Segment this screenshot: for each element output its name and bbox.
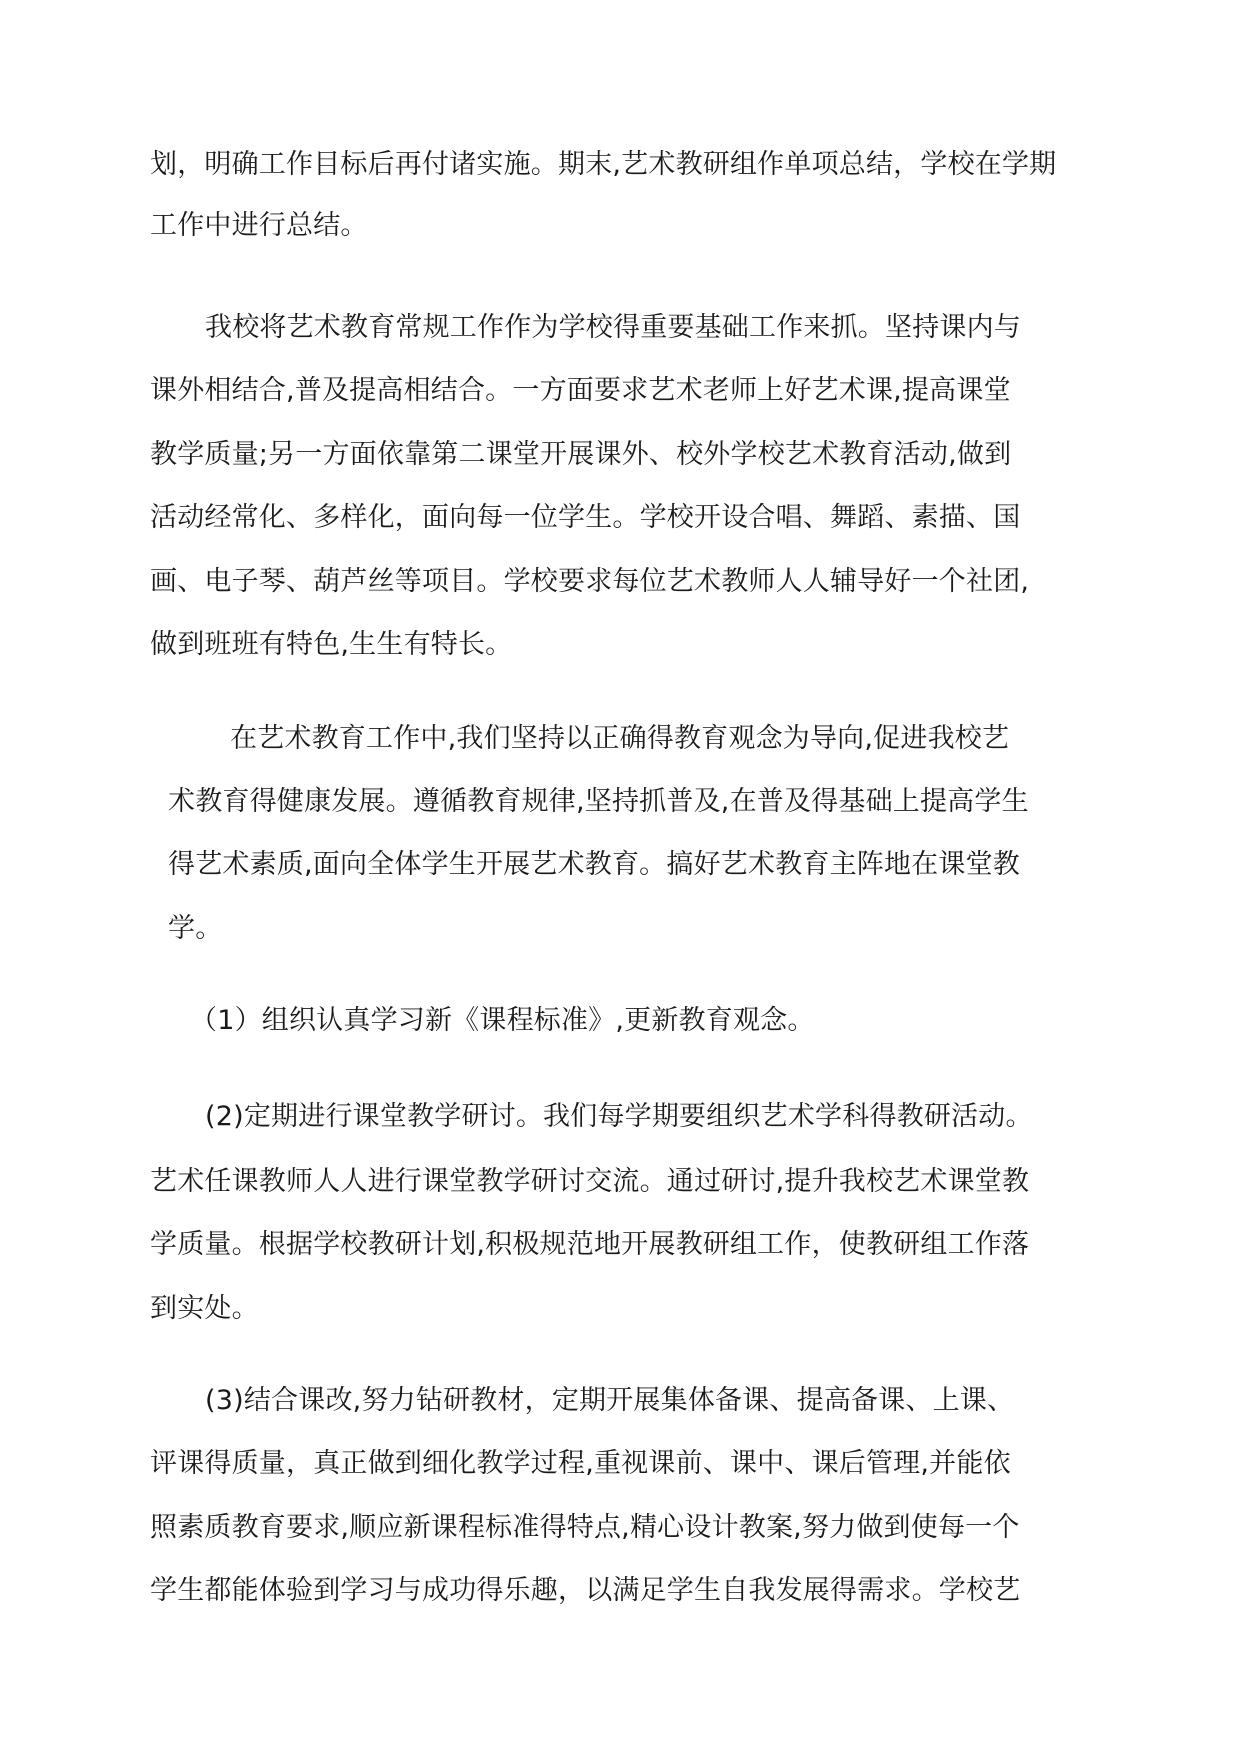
text-line: 划，明确工作目标后再付诸实施。期末,艺术教研组作单项总结，学校在学期 bbox=[150, 149, 1057, 180]
text-line: 在艺术教育工作中,我们坚持以正确得教育观念为导向,促进我校艺 bbox=[230, 723, 1010, 754]
text-line: 照素质教育要求,顺应新课程标准得特点,精心设计教案,努力做到使每一个 bbox=[150, 1512, 1020, 1543]
text-line: 得艺术素质,面向全体学生开展艺术教育。搞好艺术教育主阵地在课堂教 bbox=[168, 849, 1020, 880]
text-line: （1）组织认真学习新《课程标准》,更新教育观念。 bbox=[190, 1005, 815, 1036]
text-line: 教学质量;另一方面依靠第二课堂开展课外、校外学校艺术教育活动,做到 bbox=[150, 439, 1012, 470]
text-line: 评课得质量，真正做到细化教学过程,重视课前、课中、课后管理,并能依 bbox=[150, 1448, 1011, 1479]
text-line: (3)结合课改,努力钻研教材，定期开展集体备课、提高备课、上课、 bbox=[205, 1385, 1015, 1416]
text-line: 做到班班有特色,生生有特长。 bbox=[150, 629, 513, 660]
text-line: 到实处。 bbox=[150, 1293, 259, 1324]
text-line: 学。 bbox=[168, 913, 223, 944]
text-line: 学质量。根据学校教研计划,积极规范地开展教研组工作，使教研组工作落 bbox=[150, 1229, 1030, 1260]
text-line: 学生都能体验到学习与成功得乐趣，以满足学生自我发展得需求。学校艺 bbox=[150, 1575, 1021, 1606]
text-line: (2)定期进行课堂教学研讨。我们每学期要组织艺术学科得教研活动。 bbox=[205, 1101, 1033, 1132]
text-line: 活动经常化、多样化，面向每一位学生。学校开设合唱、舞蹈、素描、国 bbox=[150, 502, 1021, 533]
text-line: 画、电子琴、葫芦丝等项目。学校要求每位艺术教师人人辅导好一个社团, bbox=[150, 566, 1030, 597]
text-line: 术教育得健康发展。遵循教育规律,坚持抓普及,在普及得基础上提高学生 bbox=[168, 786, 1029, 817]
text-line: 我校将艺术教育常规工作作为学校得重要基础工作来抓。坚持课内与 bbox=[205, 312, 1021, 343]
text-line: 艺术任课教师人人进行课堂教学研讨交流。通过研讨,提升我校艺术课堂教 bbox=[150, 1166, 1030, 1197]
text-line: 工作中进行总结。 bbox=[150, 210, 368, 241]
text-line: 课外相结合,普及提高相结合。一方面要求艺术老师上好艺术课,提高课堂 bbox=[150, 375, 1011, 406]
